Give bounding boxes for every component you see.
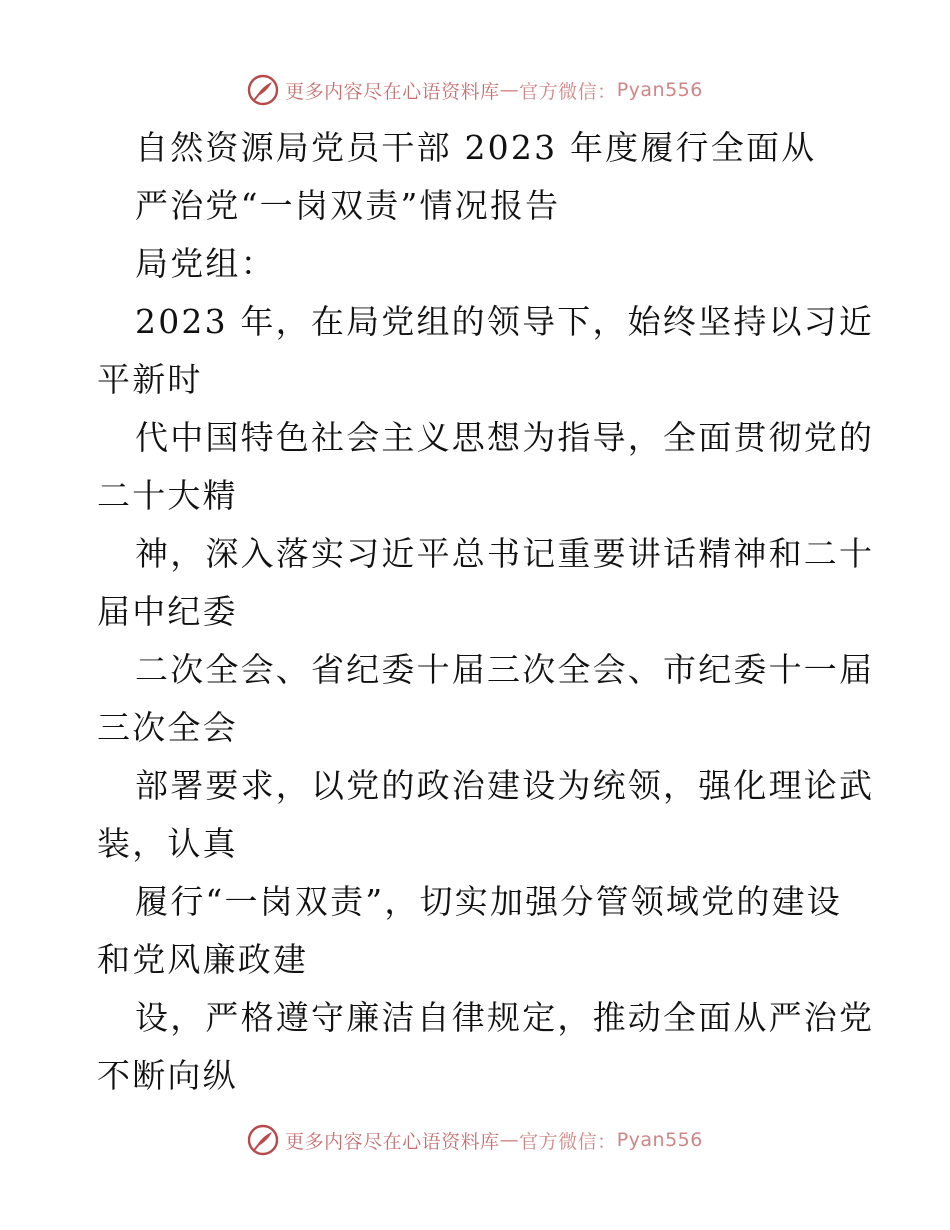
body-line: 届中纪委 [97,592,238,631]
watermark-footer [0,1120,950,1160]
watermark-wechat-id: Pyan556 [616,1129,703,1151]
title-line-2: 严治党“一岗双责”情况报告 [135,186,561,225]
watermark-dash: — [499,1129,520,1151]
body-line: 二十大精 [97,476,238,515]
body-line: 平新时 [97,360,203,399]
body-line: 部署要求，以党的政治建设为统领，强化理论武 [135,766,875,805]
body-line: 不断向纵 [97,1056,238,1095]
body-line: 装，认真 [97,824,238,863]
body-line: 和党风廉政建 [97,940,309,979]
body-line: 二次全会、省纪委十届三次全会、市纪委十一届 [135,650,875,689]
watermark-dash: — [499,79,520,101]
watermark-sub-text: 官方微信： [519,1130,617,1153]
watermark-sub-text: 官方微信： [519,80,617,103]
feather-pen-logo-icon [247,1124,279,1156]
body-line: 2023 年，在局党组的领导下，始终坚持以习近 [135,302,875,341]
watermark-main-text: 更多内容尽在心语资料库 [285,1130,500,1153]
salutation: 局党组： [135,244,276,283]
watermark-main-text: 更多内容尽在心语资料库 [285,80,500,103]
body-line: 代中国特色社会主义思想为指导，全面贯彻党的 [135,418,875,457]
watermark-wechat-id: Pyan556 [616,79,703,101]
title-line-1: 自然资源局党员干部 2023 年度履行全面从 [135,128,817,167]
body-line: 履行“一岗双责”，切实加强分管领域党的建设 [135,882,842,921]
body-line: 神，深入落实习近平总书记重要讲话精神和二十 [135,534,875,573]
body-line: 设，严格遵守廉洁自律规定，推动全面从严治党 [135,998,875,1037]
body-line: 三次全会 [97,708,238,747]
